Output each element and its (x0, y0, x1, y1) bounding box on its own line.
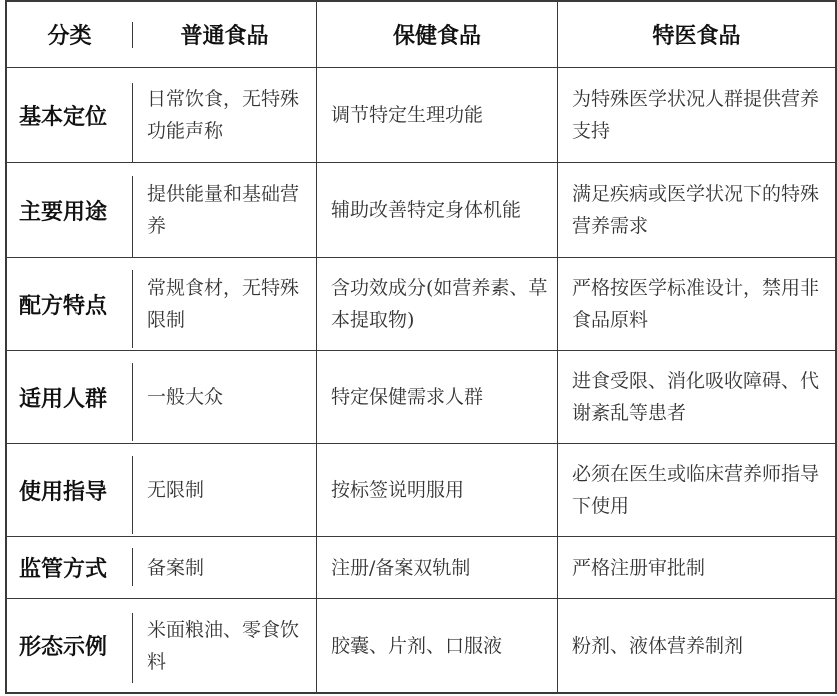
table-cell: 含功效成分(如营养素、草本提取物) (331, 277, 548, 331)
table-cell: 一般大众 (147, 386, 224, 408)
row-label: 适用人群 (19, 386, 108, 412)
header-medical-food: 特医食品 (652, 24, 741, 49)
table-cell: 无限制 (147, 479, 205, 501)
table-cell: 调节特定生理功能 (331, 104, 484, 126)
table-cell: 粉剂、液体营养制剂 (572, 634, 744, 657)
table-cell: 辅助改善特定身体机能 (331, 199, 522, 221)
header-category: 分类 (47, 24, 92, 49)
table-cell: 为特殊医学状况人群提供营养支持 (572, 88, 820, 142)
table-cell: 严格注册审批制 (572, 556, 706, 579)
table-cell: 注册/备案双轨制 (331, 556, 471, 579)
table-cell: 满足疾病或医学状况下的特殊营养需求 (572, 183, 820, 237)
table-cell: 严格按医学标准设计，禁用非食品原料 (572, 277, 820, 331)
table-cell: 提供能量和基础营养 (147, 183, 300, 237)
table-cell: 必须在医生或临床营养师指导下使用 (572, 463, 820, 517)
table-cell: 米面粮油、零食饮料 (147, 618, 300, 673)
row-label: 监管方式 (19, 557, 108, 582)
table-cell: 日常饮食，无特殊功能声称 (147, 88, 300, 142)
row-label: 配方特点 (19, 293, 108, 319)
table-border-bottom (5, 692, 837, 694)
header-health-food: 保健食品 (392, 24, 481, 49)
table-cell: 进食受限、消化吸收障碍、代谢紊乱等患者 (572, 370, 820, 424)
row-label: 使用指导 (19, 479, 108, 505)
row-label: 形态示例 (19, 635, 108, 660)
row-label: 基本定位 (19, 104, 108, 130)
table-cell: 胶囊、片剂、口服液 (331, 634, 503, 657)
table-cell: 特定保健需求人群 (331, 386, 484, 408)
table-cell: 按标签说明服用 (331, 479, 465, 501)
header-ordinary-food: 普通食品 (180, 24, 269, 49)
table-cell: 备案制 (147, 556, 205, 579)
row-label: 主要用途 (19, 199, 108, 225)
table-cell: 常规食材，无特殊限制 (147, 277, 300, 331)
